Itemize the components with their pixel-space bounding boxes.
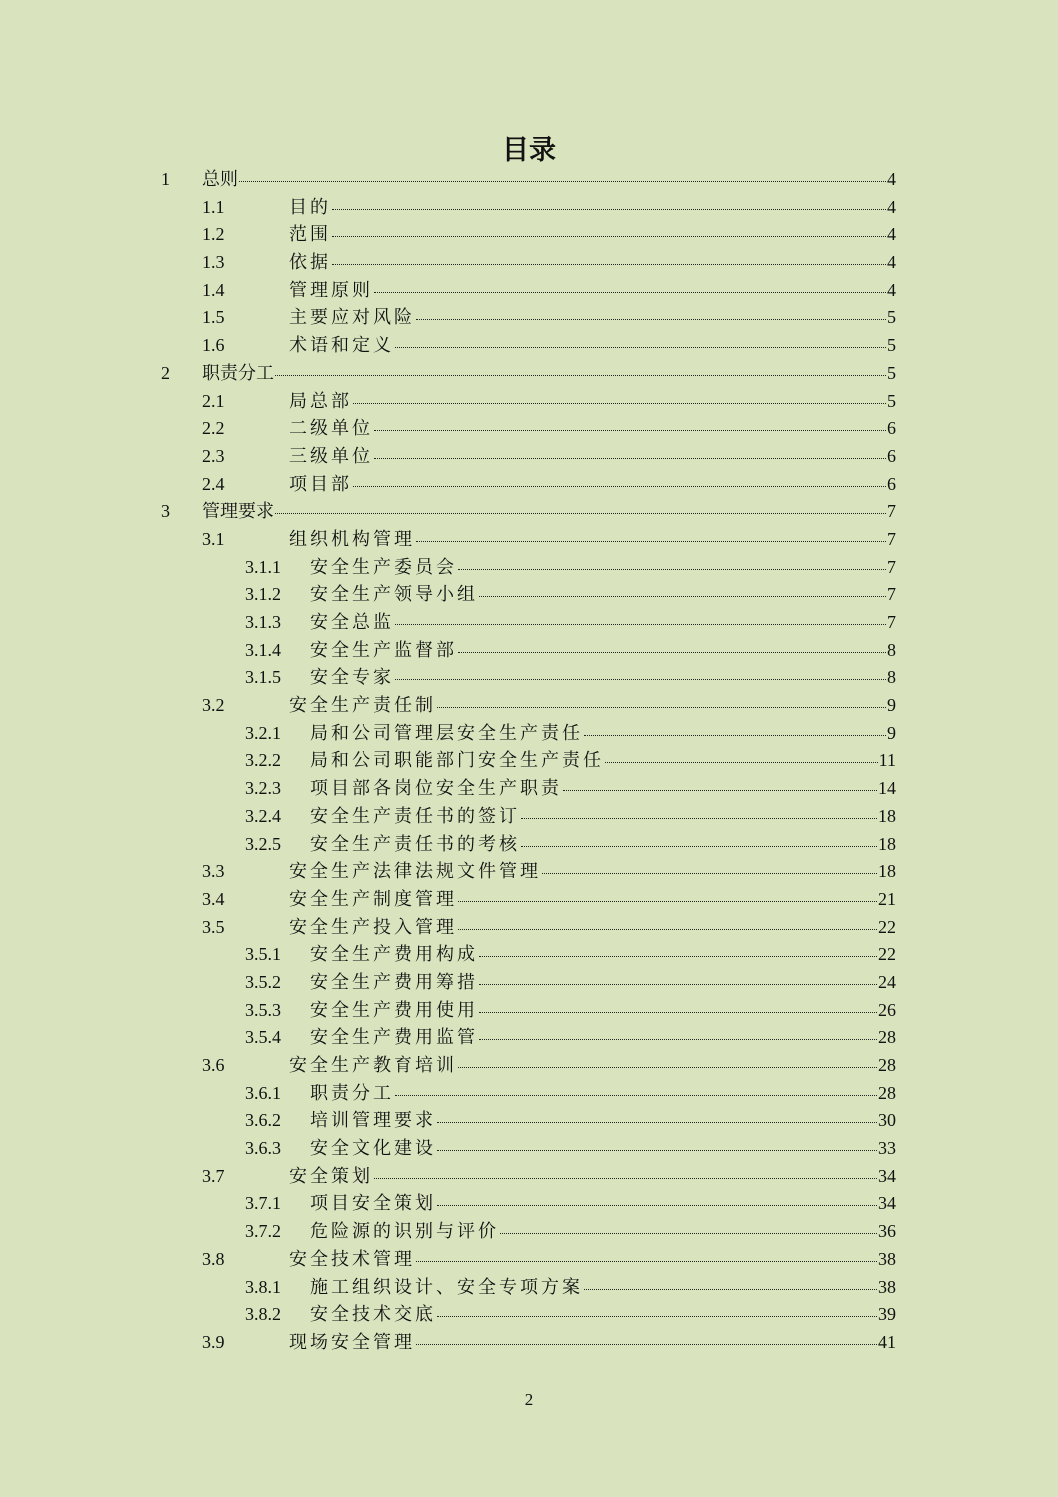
toc-entry-page: 39 [878,1304,896,1325]
toc-entry-page: 5 [887,362,896,383]
toc-entry[interactable] [0,1246,1058,1274]
toc-entry-line [289,194,896,222]
toc-entry-line [289,1329,896,1357]
toc-entry-title: 术语和定义 [289,335,394,357]
toc-entry-title: 主要应对风险 [289,307,415,329]
toc-entry-line [289,221,896,249]
toc-entry-title: 项目部各岗位安全生产职责 [310,778,562,800]
toc-entry-page: 11 [878,750,896,771]
toc-entry[interactable] [0,388,1058,416]
toc-entry-title: 现场安全管理 [289,1331,415,1353]
toc-entry-title: 安全技术管理 [289,1248,415,1270]
toc-entry-line [310,1218,896,1246]
toc-entry-page: 24 [878,971,896,992]
toc-entry[interactable] [0,1024,1058,1052]
toc-entry-line [310,720,896,748]
dot-leader [395,335,886,348]
dot-leader [521,806,877,819]
dot-leader [458,557,886,570]
toc-entry-line [310,1190,896,1218]
toc-entry-page: 7 [887,556,896,577]
toc-entry[interactable] [0,941,1058,969]
toc-entry-title: 安全生产费用筹措 [310,971,478,993]
toc-entry-number: 3.2.2 [245,750,281,771]
dot-leader [479,1000,877,1013]
toc-entry-number: 3.6 [202,1055,225,1075]
toc-entry-title: 安全生产投入管理 [289,916,457,938]
toc-entry-page: 33 [878,1138,896,1159]
toc-entry-number: 3.7 [202,1165,225,1186]
toc-entry-number: 1.3 [202,252,225,273]
dot-leader [542,861,877,874]
toc-entry-number: 3.5.3 [245,999,281,1020]
toc-entry-number: 1 [161,169,170,189]
toc-entry-page: 6 [887,445,896,466]
toc-entry-page: 28 [878,1027,896,1048]
toc-entry[interactable] [0,249,1058,277]
toc-entry-title: 局和公司职能部门安全生产责任 [310,750,604,772]
toc-entry-number: 3 [161,501,170,522]
toc-entry-page: 18 [878,833,896,854]
toc-entry-page: 26 [878,999,896,1020]
toc-entry-page: 41 [878,1331,896,1352]
toc-entry-number: 3.6.1 [245,1082,281,1103]
toc-entry[interactable] [0,1274,1058,1302]
page-number: 2 [524,1390,534,1409]
toc-entry-number: 3.7.1 [245,1193,281,1214]
dot-leader [416,529,886,542]
toc-entry-number: 3.5.1 [245,944,281,965]
toc-entry[interactable] [0,1190,1058,1218]
toc-entry-number: 2.3 [202,445,225,466]
dot-leader [437,695,886,708]
toc-entry-title: 职责分工 [310,1082,394,1104]
dot-leader [275,501,886,514]
toc-entry-page: 5 [887,390,896,411]
toc-entry-number: 3.5.2 [245,971,281,992]
dot-leader [605,750,878,763]
toc-entry-page: 9 [887,695,896,716]
toc-entry-line [310,747,896,775]
dot-leader [458,1055,877,1068]
dot-leader [458,889,877,902]
toc-entry-line [310,775,896,803]
toc-entry-page: 7 [887,528,896,549]
toc-entry-title: 管理要求 [202,501,274,523]
toc-entry[interactable] [0,720,1058,748]
toc-entry-title: 安全生产领导小组 [310,584,478,606]
toc-entry-title: 管理原则 [289,279,373,301]
toc-entry-page: 4 [887,224,896,245]
toc-entry-title: 局和公司管理层安全生产责任 [310,722,583,744]
dot-leader [374,418,886,431]
toc-entry-number: 3.1.3 [245,612,281,632]
toc-entry-line [310,609,896,637]
toc-entry-title: 安全生产费用使用 [310,999,478,1021]
toc-entry-page: 14 [878,778,896,799]
toc-entry-line [310,554,896,582]
toc-entry-line [202,360,896,388]
toc-entry[interactable] [0,831,1058,859]
toc-entry[interactable] [0,1135,1058,1163]
toc-entry-page: 34 [878,1165,896,1186]
toc-entry-number: 3.4 [202,888,225,909]
dot-leader [416,1332,877,1345]
toc-entry-number: 3.1 [202,528,225,549]
toc-entry[interactable] [0,858,1058,886]
dot-leader [458,917,877,930]
toc-entry-title: 安全专家 [310,667,394,689]
toc-entry-line [310,1107,896,1135]
toc-entry-number: 3.2 [202,695,225,716]
toc-entry-line [289,443,896,471]
toc-entry[interactable] [0,664,1058,692]
toc-entry-page: 30 [878,1110,896,1131]
toc-entry-page: 6 [887,473,896,494]
toc-entry-title: 组织机构管理 [289,528,415,550]
toc-entry-page: 4 [887,252,896,273]
toc-entry-number: 3.5 [202,916,225,937]
toc-entry-title: 项目安全策划 [310,1193,436,1215]
toc-entry[interactable] [0,969,1058,997]
toc-entry-title: 安全生产责任书的签订 [310,805,520,827]
toc-entry[interactable] [0,526,1058,554]
toc-entry-number: 1.2 [202,224,225,245]
toc-entry-page: 7 [887,501,896,522]
toc-entry-page: 8 [887,639,896,660]
toc-entry[interactable] [0,360,1058,388]
dot-leader [416,307,886,320]
dot-leader [437,1110,877,1123]
toc-entry-line [310,997,896,1025]
toc-entry-number: 1.1 [202,196,225,217]
toc-entry[interactable] [0,415,1058,443]
toc-entry-page: 22 [878,944,896,965]
toc-entry-number: 3.8.1 [245,1276,281,1297]
toc-entry-page: 4 [887,196,896,217]
toc-entry-page: 18 [878,861,896,882]
dot-leader [479,944,877,957]
toc-entry[interactable] [0,803,1058,831]
toc-entry-title: 总则 [202,169,238,190]
toc-entry-line [310,1301,896,1329]
toc-entry-page: 4 [887,169,896,189]
toc-entry-line [310,1080,896,1108]
dot-leader [500,1221,877,1234]
toc-entry[interactable] [0,554,1058,582]
toc-entry[interactable] [0,221,1058,249]
toc-entry-page: 36 [878,1221,896,1242]
toc-entry[interactable] [0,332,1058,360]
toc-entry-line [202,498,896,526]
toc-entry-line [289,914,896,942]
dot-leader [479,1027,877,1040]
toc-entry-number: 3.5.4 [245,1027,281,1048]
toc-entry-page: 34 [878,1193,896,1214]
toc-entry-line [289,304,896,332]
toc-entry-page: 4 [887,279,896,300]
toc-entry-number: 3.6.2 [245,1110,281,1131]
dot-leader [395,1083,877,1096]
toc-entry-page: 28 [878,1055,896,1075]
toc-entry[interactable] [0,1218,1058,1246]
dot-leader [395,667,886,680]
toc-entry-page: 5 [887,335,896,356]
toc-entry[interactable] [0,1163,1058,1191]
toc-entry-number: 3.9 [202,1331,225,1352]
toc-entry[interactable] [0,1301,1058,1329]
toc-entry-title: 安全生产费用构成 [310,944,478,966]
toc-entry-title: 局总部 [289,390,352,412]
toc-entry-page: 28 [878,1082,896,1103]
toc-entry[interactable] [0,194,1058,222]
toc-entry-page: 21 [878,888,896,909]
toc-entry-title: 安全生产责任书的考核 [310,833,520,855]
dot-leader [563,778,877,791]
toc-entry-line [310,831,896,859]
dot-leader [332,252,886,265]
toc-entry-number: 3.6.3 [245,1138,281,1159]
toc-entry-number: 3.8.2 [245,1304,281,1325]
toc-entry-number: 1.5 [202,307,225,328]
toc-entry[interactable] [0,609,1058,637]
dot-leader [239,169,886,182]
dot-leader [584,723,886,736]
dot-leader [479,584,886,597]
toc-entry-number: 3.1.5 [245,667,281,688]
toc-entry-line [289,277,896,305]
toc-entry-line [289,471,896,499]
toc-entry-title: 安全生产监督部 [310,639,457,661]
toc-entry-title: 安全生产法律法规文件管理 [289,861,541,883]
toc-entry-title: 安全总监 [310,612,394,633]
toc-entry-line [310,581,896,609]
dot-leader [437,1138,877,1151]
toc-entry-page: 6 [887,418,896,439]
toc-entry-number: 3.2.4 [245,805,281,826]
dot-leader [353,391,886,404]
dot-leader [416,1249,877,1262]
toc-entry-title: 安全文化建设 [310,1138,436,1160]
toc-entry-page: 8 [887,667,896,688]
dot-leader [275,363,886,376]
toc-entry-line [289,1163,896,1191]
toc-entry-number: 2.2 [202,418,225,439]
toc-entry[interactable] [0,1329,1058,1357]
toc-entry-title: 安全生产责任制 [289,695,436,717]
toc-entry[interactable] [0,1052,1058,1080]
toc-entry-number: 2 [161,362,170,383]
toc-entry-page: 22 [878,916,896,937]
dot-leader [521,834,877,847]
toc-entry-line [289,526,896,554]
table-of-contents [0,166,1058,1357]
dot-leader [374,1166,877,1179]
toc-entry[interactable] [0,747,1058,775]
toc-entry-title: 安全生产委员会 [310,556,457,578]
toc-entry-number: 3.7.2 [245,1221,281,1242]
dot-leader [437,1193,877,1206]
dot-leader [374,446,886,459]
dot-leader [332,224,886,237]
toc-entry-number: 3.2.1 [245,722,281,743]
toc-entry-line [289,249,896,277]
dot-leader [332,197,886,210]
dot-leader [395,612,886,625]
toc-entry-page: 9 [887,722,896,743]
dot-leader [437,1304,877,1317]
toc-entry-page: 38 [878,1276,896,1297]
dot-leader [353,474,886,487]
toc-entry[interactable] [0,775,1058,803]
toc-entry-number: 2.4 [202,473,225,494]
toc-entry[interactable] [0,443,1058,471]
toc-entry-number: 2.1 [202,390,225,411]
toc-entry-number: 3.1.1 [245,556,281,577]
toc-entry[interactable] [0,277,1058,305]
toc-entry-line [289,388,896,416]
toc-entry-line [289,1246,896,1274]
toc-entry[interactable] [0,914,1058,942]
toc-entry-line [289,415,896,443]
toc-entry-line [289,858,896,886]
toc-entry-line [310,664,896,692]
toc-entry-title: 依据 [289,252,331,274]
toc-entry-line [289,886,896,914]
toc-entry[interactable] [0,581,1058,609]
toc-entry-number: 1.6 [202,335,225,356]
toc-entry-page: 7 [887,612,896,632]
dot-leader [584,1277,877,1290]
toc-entry-title: 项目部 [289,473,352,495]
toc-entry-page: 7 [887,584,896,605]
toc-entry-number: 3.8 [202,1248,225,1269]
toc-entry-title: 安全策划 [289,1165,373,1187]
toc-entry[interactable] [0,166,1058,194]
toc-entry-page: 18 [878,805,896,826]
toc-entry-line [310,637,896,665]
toc-entry-line [289,1052,896,1080]
toc-entry-title: 安全生产费用监管 [310,1027,478,1049]
toc-entry-line [289,332,896,360]
toc-entry-line [310,969,896,997]
toc-entry-line [310,1274,896,1302]
toc-entry-title: 职责分工 [202,362,274,384]
toc-entry[interactable] [0,498,1058,526]
toc-entry-title: 危险源的识别与评价 [310,1221,499,1243]
toc-entry[interactable] [0,637,1058,665]
toc-entry-number: 1.4 [202,279,225,300]
toc-entry[interactable] [0,997,1058,1025]
toc-entry-line [289,692,896,720]
toc-entry-page: 5 [887,307,896,328]
toc-entry-number: 3.2.5 [245,833,281,854]
toc-entry-number: 3.1.4 [245,639,281,660]
toc-entry-title: 目的 [289,196,331,218]
toc-entry[interactable] [0,886,1058,914]
toc-entry[interactable] [0,471,1058,499]
toc-entry-title: 安全技术交底 [310,1304,436,1326]
toc-entry-page: 38 [878,1248,896,1269]
page-title: 目录 [502,135,556,166]
toc-entry-title: 范围 [289,224,331,246]
toc-entry-line [310,1024,896,1052]
toc-entry-title: 二级单位 [289,418,373,440]
toc-entry[interactable] [0,1107,1058,1135]
toc-entry-title: 安全生产制度管理 [289,888,457,910]
toc-entry-number: 3.3 [202,861,225,882]
toc-entry[interactable] [0,692,1058,720]
toc-entry-line [202,166,896,194]
toc-entry-number: 3.1.2 [245,584,281,605]
dot-leader [374,280,886,293]
toc-entry-line [310,941,896,969]
toc-entry[interactable] [0,1080,1058,1108]
toc-entry-title: 安全生产教育培训 [289,1055,457,1076]
toc-entry-title: 施工组织设计、安全专项方案 [310,1276,583,1298]
toc-entry-number: 3.2.3 [245,778,281,799]
toc-entry-title: 培训管理要求 [310,1110,436,1132]
toc-entry-title: 三级单位 [289,445,373,467]
toc-entry-line [310,1135,896,1163]
toc-entry[interactable] [0,304,1058,332]
toc-entry-line [310,803,896,831]
dot-leader [479,972,877,985]
dot-leader [458,640,886,653]
